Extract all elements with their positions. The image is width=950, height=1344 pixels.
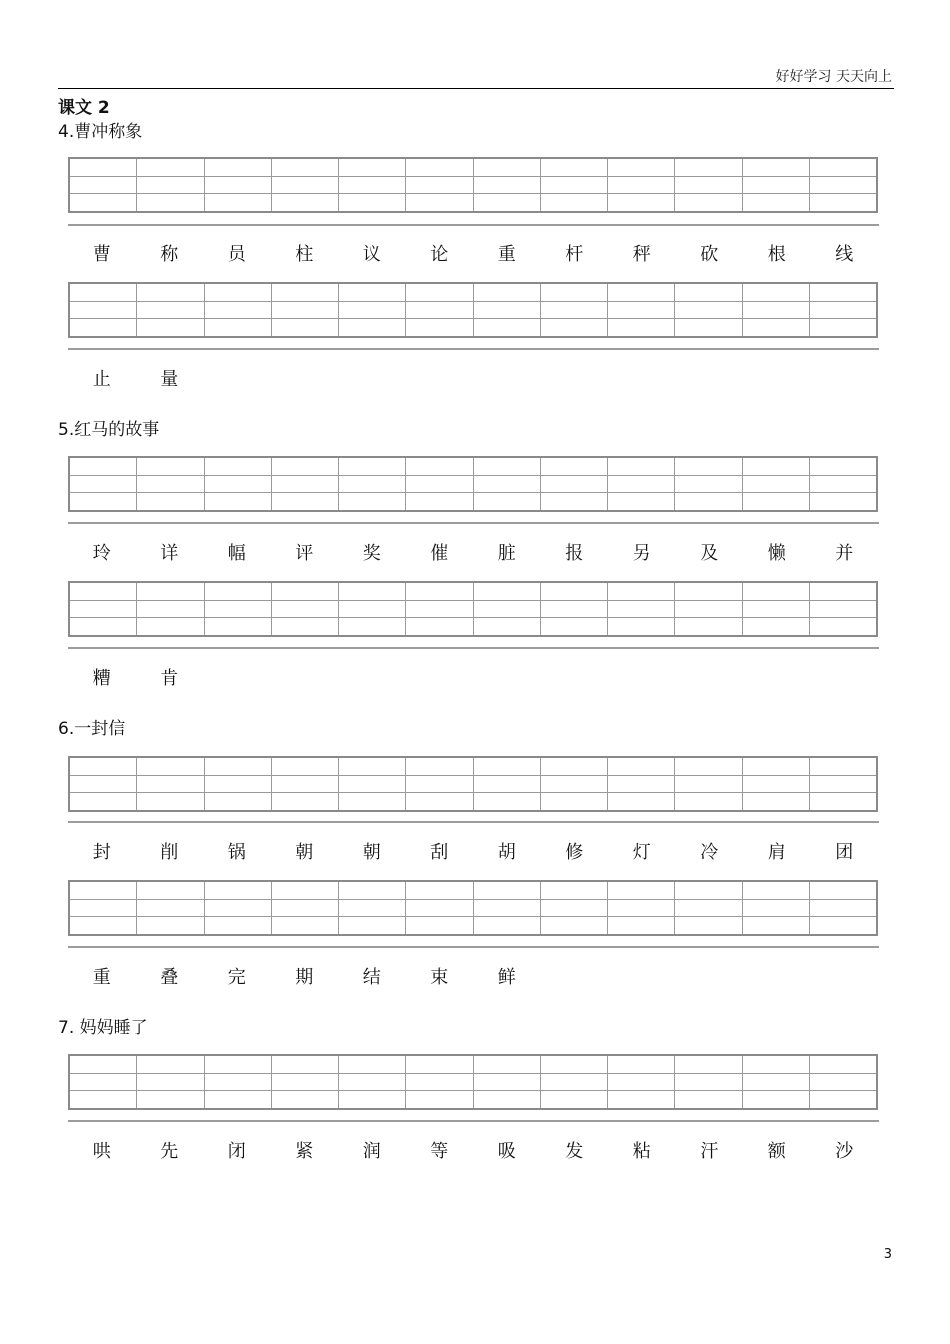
character: 鲜 [497,967,516,988]
grid-underline [68,522,879,524]
character: 灯 [632,842,651,863]
character: 议 [362,244,381,265]
character-row [68,963,878,989]
grid-underline [68,348,879,350]
character: 奖 [362,543,381,564]
character: 朝 [295,842,314,863]
lesson-title: 6.一封信 [58,719,126,739]
character: 期 [295,967,314,988]
character: 先 [160,1141,179,1162]
lesson-title: 4.曹冲称象 [58,122,143,142]
character: 锅 [227,842,246,863]
character: 结 [362,967,381,988]
character: 另 [632,543,651,564]
character: 沙 [835,1141,854,1162]
character: 团 [835,842,854,863]
character: 肯 [160,668,179,689]
character: 杆 [565,244,584,265]
character-row [68,365,878,391]
character-row [68,240,878,266]
character: 报 [565,543,584,564]
grid-underline [68,821,879,823]
character: 重 [92,967,111,988]
character: 员 [227,244,246,265]
character: 评 [295,543,314,564]
page-header-motto: 好好学习 天天向上 [775,69,892,85]
character: 汗 [700,1141,719,1162]
character-row [68,539,878,565]
character: 论 [430,244,449,265]
writing-grid [68,282,878,338]
grid-underline [68,1120,879,1122]
character: 并 [835,543,854,564]
character: 量 [160,369,179,390]
writing-grid [68,1054,878,1110]
character: 曹 [92,244,111,265]
character: 削 [160,842,179,863]
page-number: 3 [883,1247,892,1262]
character: 秤 [632,244,651,265]
writing-grid [68,581,878,637]
character: 等 [430,1141,449,1162]
character: 称 [160,244,179,265]
character-row [68,664,878,690]
header-divider [58,88,894,89]
character: 砍 [700,244,719,265]
lesson-title: 5.红马的故事 [58,420,160,440]
character: 糟 [92,668,111,689]
character: 线 [835,244,854,265]
character: 冷 [700,842,719,863]
character: 哄 [92,1141,111,1162]
character: 粘 [632,1141,651,1162]
character: 脏 [497,543,516,564]
character: 及 [700,543,719,564]
lesson-title: 7. 妈妈睡了 [58,1018,148,1038]
grid-underline [68,946,879,948]
grid-underline [68,647,879,649]
character: 刮 [430,842,449,863]
character: 胡 [497,842,516,863]
character: 封 [92,842,111,863]
character: 叠 [160,967,179,988]
character: 止 [92,369,111,390]
character: 束 [430,967,449,988]
character: 润 [362,1141,381,1162]
character: 重 [497,244,516,265]
writing-grid [68,157,878,213]
grid-underline [68,224,879,226]
character: 完 [227,967,246,988]
writing-grid [68,756,878,812]
character: 幅 [227,543,246,564]
character: 闭 [227,1141,246,1162]
character: 柱 [295,244,314,265]
writing-grid [68,456,878,512]
character: 肩 [767,842,786,863]
character: 吸 [497,1141,516,1162]
character-row [68,838,878,864]
character: 详 [160,543,179,564]
character-row [68,1137,878,1163]
character: 紧 [295,1141,314,1162]
character: 根 [767,244,786,265]
character: 朝 [362,842,381,863]
unit-title: 课文 2 [58,98,110,118]
writing-grid [68,880,878,936]
character: 额 [767,1141,786,1162]
character: 懒 [767,543,786,564]
character: 发 [565,1141,584,1162]
character: 修 [565,842,584,863]
character: 催 [430,543,449,564]
character: 玲 [92,543,111,564]
